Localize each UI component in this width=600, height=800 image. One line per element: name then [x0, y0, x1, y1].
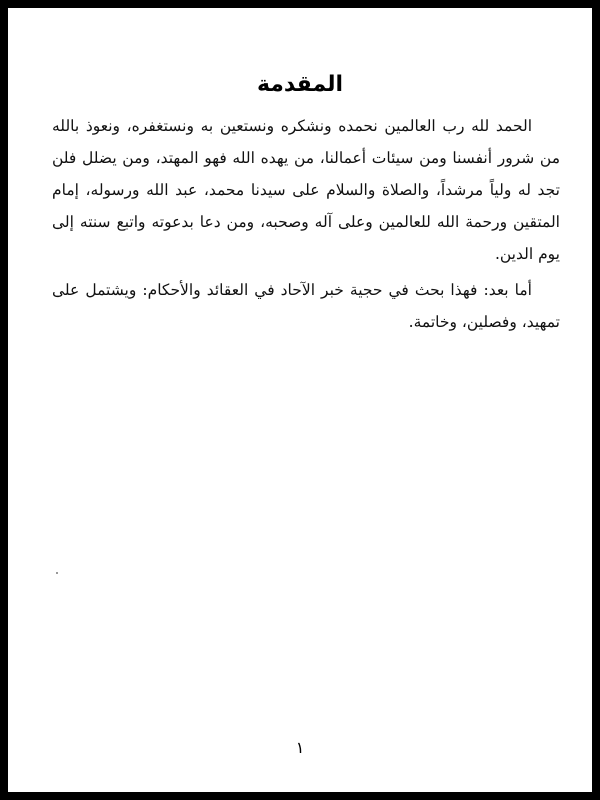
- paragraph-introduction: [52, 110, 560, 270]
- scan-speck: [56, 572, 58, 574]
- paragraph-text: الحمد لله رب العالمين نحمده ونشكره ونستعين به ونستغفره، ونعوذ بالله من شرور أنفسنا ومن سيئات أعمالنا، من يهده الله فهو المهتد، ومن يضلل فلن تجد له ولياً مرشداً، والصلاة والسلام على سيدنا محمد، عبد الله ورسوله، إمام المتقين ورحمة الله للعالمين وعلى آله وصحبه، ومن دعا بدعوته واتبع سنته إلى يوم الدين.: [52, 117, 560, 263]
- page-number: ١: [295, 738, 305, 757]
- paragraph-scope: [52, 274, 560, 338]
- document-page: [8, 8, 592, 792]
- paragraph-text: أما بعد: فهذا بحث في حجية خبر الآحاد في العقائد والأحكام: ويشتمل على تمهيد، وفصلين، وخاتمة.: [52, 281, 560, 331]
- section-title: المقدمة: [256, 72, 344, 97]
